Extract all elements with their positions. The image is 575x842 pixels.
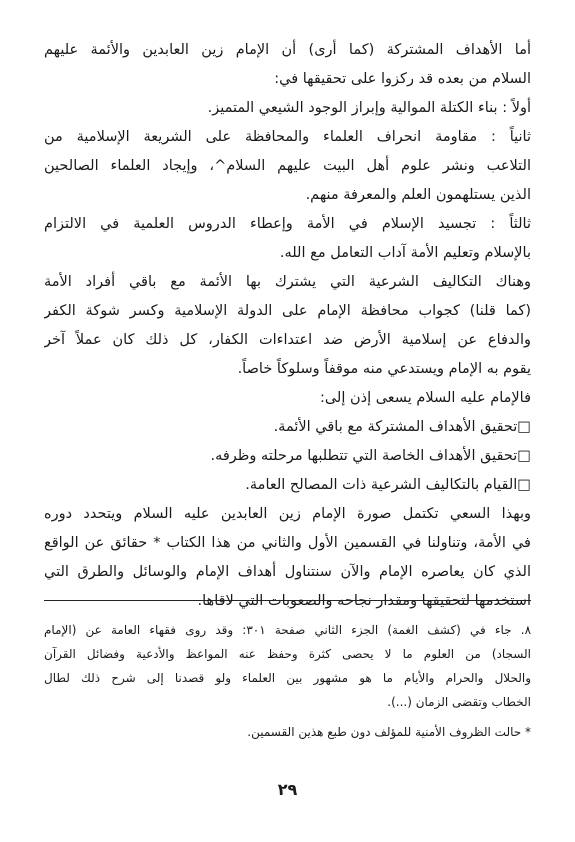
body-line: (كما قلنا) كجواب محافظة الإمام على الدولة الإسلامية وكسر شوكة الكفر (44, 303, 531, 319)
body-line: استخدمها لتحقيقها ومقدار نجاحه والصعوبات التي لاقاها. (197, 593, 531, 609)
body-line: وبهذا السعي تكتمل صورة الإمام زين العابدين عليه السلام ويتحدد دوره (44, 506, 531, 522)
body-line: بالإسلام وتعليم الأمة آداب التعامل مع الله. (279, 245, 531, 261)
footnotes (44, 618, 531, 744)
body-line: أولاً : بناء الكتلة الموالية وإبراز الوجود الشيعي المتميز. (207, 100, 531, 116)
body-line: ثالثاً : تجسيد الإسلام في الأمة وإعطاء الدروس العلمية في الالتزام (44, 216, 531, 232)
footnote-divider (44, 600, 531, 601)
footnote-line: السجاد) من العلوم ما لا يحصى كثرة وحفظ عنه المواعظ والأدعية وفضائل القرآن (44, 647, 531, 661)
body-line: التلاعب ونشر علوم أهل البيت عليهم السلام^، وإيجاد العلماء الصالحين (44, 158, 531, 174)
list-item: □تحقيق الأهداف الخاصة التي تتطلبها مرحلته وظرفه. (210, 448, 531, 464)
body-line: الذين يستلهمون العلم والمعرفة منهم. (305, 187, 531, 203)
body-line: في الأمة، وتناولنا في القسمين الأول والثاني من هذا الكتاب * حقائق عن الواقع (44, 535, 531, 551)
footnote-line: الخطاب وتقضى الزمان (...). (387, 695, 531, 709)
body-text (44, 36, 531, 616)
list-item: □القيام بالتكاليف الشرعية ذات المصالح العامة. (245, 477, 531, 493)
body-line: يقوم به الإمام ويستدعي منه موقفاً وسلوكاً خاصاً. (237, 361, 531, 377)
list-item: □تحقيق الأهداف المشتركة مع باقي الأئمة. (273, 419, 531, 435)
body-line: السلام من بعده قد ركزوا على تحقيقها في: (274, 71, 531, 87)
body-line: وهناك التكاليف الشرعية التي يشترك بها الأئمة مع باقي أفراد الأمة (44, 274, 531, 290)
body-line: الذي كان يعاصره الإمام والآن سنتناول أهداف الإمام والوسائل والطرق التي (44, 564, 531, 580)
footnote-line: ٨. جاء في (كشف الغمة) الجزء الثاني صفحة ٣٠١: وقد روى فقهاء العامة عن (الإمام (44, 623, 531, 637)
body-line: ثانياً : مقاومة انحراف العلماء والمحافظة على الشريعة الإسلامية من (44, 129, 531, 145)
page-number: ٢٩ (277, 780, 298, 799)
body-line: أما الأهداف المشتركة (كما أرى) أن الإمام زين العابدين والأئمة عليهم (44, 42, 531, 58)
footnote-star: * حالت الظروف الأمنية للمؤلف دون طبع هذين القسمين. (247, 725, 531, 739)
body-line: والدفاع عن إسلامية الأرض ضد اعتداءات الكفار، كل ذلك كان عملاً آخر (44, 332, 531, 348)
body-line: فالإمام عليه السلام يسعى إذن إلى: (319, 390, 531, 406)
footnote-line: والحلال والحرام والأيام ما هو مشهور بين العلماء ولو قصدنا إلى شرح ذلك لطال (44, 671, 531, 685)
